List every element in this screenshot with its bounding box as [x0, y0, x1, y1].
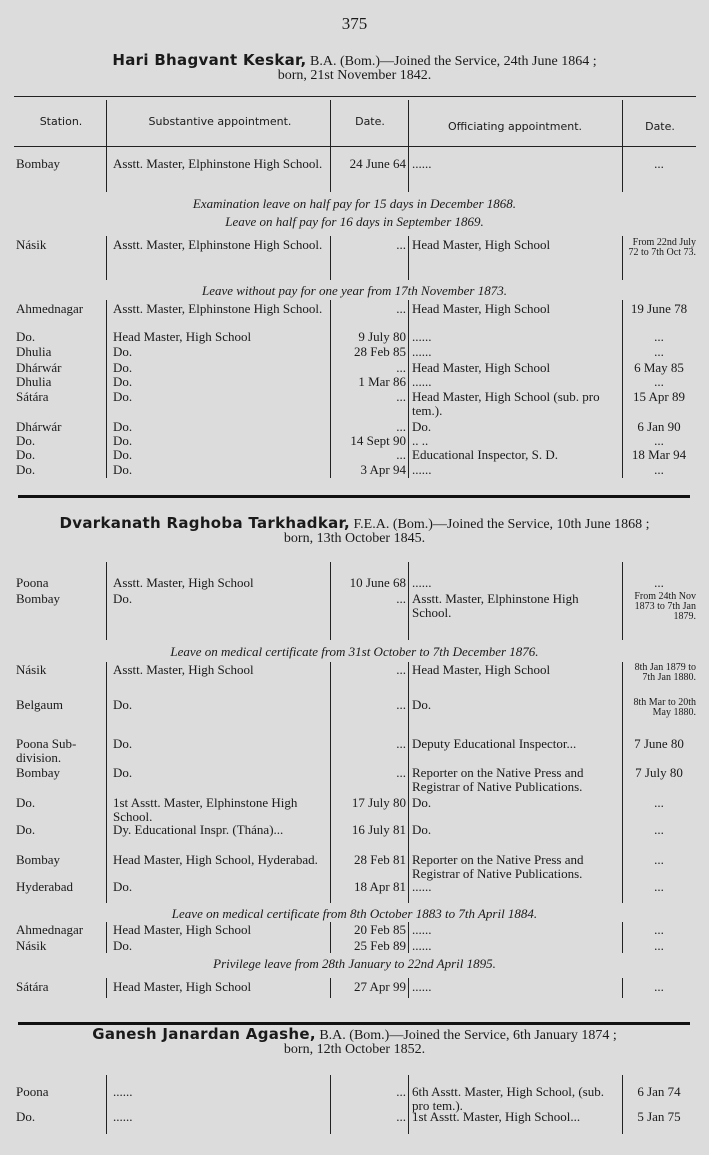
- officiating-date-cell: ...: [654, 344, 664, 359]
- table-row: [0, 375, 709, 390]
- station-cell: Sátára: [16, 979, 49, 994]
- leave-note: Leave on medical certificate from 31st October to 7th December 1876.: [170, 644, 539, 659]
- date-cell: 25 Feb 89: [354, 938, 406, 953]
- date-cell: 28 Feb 85: [354, 344, 406, 359]
- substantive-appointment-cell: Head Master, High School: [113, 329, 252, 344]
- table-top-rule: [14, 96, 696, 97]
- station-cell: Do.: [16, 447, 36, 462]
- substantive-appointment-cell: Do.: [113, 879, 133, 894]
- leave-note: Leave on medical certificate from 8th October 1883 to 7th April 1884.: [171, 906, 538, 921]
- officiating-appointment-cell: ......: [412, 344, 432, 359]
- date-cell: 9 July 80: [358, 329, 406, 344]
- officiating-appointment-cell: Reporter on the Native Press and Registrar of Native Publications.: [412, 765, 587, 794]
- table-row: [0, 698, 709, 736]
- officiating-date-cell: 7 July 80: [635, 765, 683, 780]
- officiating-appointment-cell: Educational Inspector, S. D.: [412, 447, 559, 462]
- officiating-appointment-cell: Asstt. Master, Elphinstone High School.: [412, 591, 582, 620]
- table-row: [0, 390, 709, 418]
- date-cell: ...: [396, 1084, 406, 1099]
- substantive-appointment-cell: Do.: [113, 374, 133, 389]
- officer-born: born, 12th October 1852.: [283, 1042, 426, 1057]
- officiating-appointment-cell: Deputy Educational Inspector...: [412, 736, 577, 751]
- substantive-appointment-cell: Asstt. Master, High School: [113, 575, 254, 590]
- station-cell: Do.: [16, 462, 36, 477]
- table-row: [0, 737, 709, 765]
- officiating-date-cell: From 22nd July 72 to 7th Oct 73.: [628, 237, 699, 258]
- leave-note: Leave without pay for one year from 17th November 1873.: [202, 283, 507, 298]
- table-row: [0, 1084, 709, 1113]
- officiating-date-cell: ...: [654, 374, 664, 389]
- column-header: Date.: [355, 115, 385, 128]
- table-row: [0, 853, 709, 879]
- officiating-appointment-cell: 6th Asstt. Master, High School, (sub. pro tem.).: [412, 1084, 608, 1113]
- officiating-appointment-cell: Do.: [412, 795, 432, 810]
- officer-service-details: F.E.A. (Bom.)—Joined the Service, 10th June 1868 ;: [350, 517, 650, 532]
- officiating-appointment-cell: Reporter on the Native Press and Registrar of Native Publications.: [412, 852, 587, 881]
- date-cell: ...: [396, 447, 406, 462]
- column-header: Substantive appointment.: [148, 115, 292, 128]
- officiating-appointment-cell: Do.: [412, 419, 432, 434]
- substantive-appointment-cell: Do.: [113, 360, 133, 375]
- officiating-date-cell: 15 Apr 89: [633, 389, 685, 404]
- table-row: [0, 663, 709, 697]
- date-cell: ...: [396, 736, 406, 751]
- officiating-date-cell: 7 June 80: [634, 736, 684, 751]
- officiating-date-cell: ...: [654, 822, 664, 837]
- station-cell: Poona: [16, 575, 49, 590]
- table-row: [0, 766, 709, 794]
- substantive-appointment-cell: Asstt. Master, Elphinstone High School.: [113, 156, 323, 171]
- substantive-appointment-cell: Do.: [113, 462, 133, 477]
- station-cell: Bombay: [16, 852, 61, 867]
- officer-name: Ganesh Janardan Agashe,: [92, 1025, 316, 1043]
- officiating-date-cell: ...: [654, 795, 664, 810]
- officiating-date-cell: ...: [654, 575, 664, 590]
- substantive-appointment-cell: Do.: [113, 389, 133, 404]
- officiating-date-cell: ...: [654, 433, 664, 448]
- officiating-date-cell: ...: [654, 938, 664, 953]
- officiating-appointment-cell: Head Master, High School (sub. pro tem.).: [412, 389, 603, 418]
- table-row: [0, 361, 709, 376]
- officiating-appointment-cell: ......: [412, 575, 432, 590]
- officiating-date-cell: 5 Jan 75: [637, 1109, 681, 1124]
- table-row: [0, 939, 709, 955]
- station-cell: Do.: [16, 822, 36, 837]
- date-cell: 10 June 68: [349, 575, 406, 590]
- table-row: [0, 448, 709, 463]
- date-cell: ...: [396, 237, 406, 252]
- officiating-date-cell: ...: [654, 879, 664, 894]
- station-cell: Násik: [16, 237, 47, 252]
- substantive-appointment-cell: Do.: [113, 736, 133, 751]
- substantive-appointment-cell: Do.: [113, 433, 133, 448]
- date-cell: ...: [396, 697, 406, 712]
- table-row: [0, 345, 709, 360]
- date-cell: ...: [396, 301, 406, 316]
- table-row: [0, 302, 709, 329]
- officiating-appointment-cell: ......: [412, 156, 432, 171]
- officiating-date-cell: 6 May 85: [634, 360, 684, 375]
- officiating-appointment-cell: ......: [412, 922, 432, 937]
- column-header: Officiating appointment.: [448, 120, 582, 133]
- officer-born: born, 21st November 1842.: [277, 68, 432, 83]
- date-cell: ...: [396, 419, 406, 434]
- table-row: [0, 592, 709, 632]
- substantive-appointment-cell: Do.: [113, 419, 133, 434]
- date-cell: ...: [396, 765, 406, 780]
- officiating-date-cell: 6 Jan 90: [637, 419, 681, 434]
- substantive-appointment-cell: Head Master, High School, Hyderabad.: [113, 852, 318, 867]
- header-bottom-rule: [14, 146, 696, 147]
- table-row: [0, 576, 709, 592]
- station-cell: Sátára: [16, 389, 49, 404]
- section-divider: [18, 495, 690, 498]
- station-cell: Bombay: [16, 591, 61, 606]
- station-cell: Ahmednagar: [16, 301, 84, 316]
- station-cell: Bombay: [16, 156, 61, 171]
- substantive-appointment-cell: Do.: [113, 938, 133, 953]
- substantive-appointment-cell: Do.: [113, 591, 133, 606]
- officer-born: born, 13th October 1845.: [283, 531, 426, 546]
- officiating-appointment-cell: ......: [412, 374, 432, 389]
- station-cell: Do.: [16, 433, 36, 448]
- station-cell: Poona Sub-division.: [16, 736, 77, 765]
- date-cell: 16 July 81: [351, 822, 406, 837]
- officiating-date-cell: ...: [654, 979, 664, 994]
- date-cell: 3 Apr 94: [360, 462, 406, 477]
- substantive-appointment-cell: Asstt. Master, High School: [113, 662, 254, 677]
- table-row: [0, 823, 709, 849]
- officer-name: Dvarkanath Raghoba Tarkhadkar,: [59, 514, 351, 532]
- date-cell: 18 Apr 81: [354, 879, 406, 894]
- table-row: [0, 463, 709, 478]
- officiating-date-cell: 18 Mar 94: [631, 447, 687, 462]
- substantive-appointment-cell: Do.: [113, 447, 133, 462]
- table-row: [0, 330, 709, 345]
- substantive-appointment-cell: 1st Asstt. Master, Elphinstone High School.: [113, 795, 301, 824]
- station-cell: Násik: [16, 662, 47, 677]
- station-cell: Dhárwár: [16, 360, 62, 375]
- station-cell: Dhárwár: [16, 419, 62, 434]
- substantive-appointment-cell: Do.: [113, 697, 133, 712]
- officiating-date-cell: ...: [654, 329, 664, 344]
- officiating-date-cell: ...: [654, 852, 664, 867]
- officiating-date-cell: 19 June 78: [630, 301, 688, 316]
- date-cell: ...: [396, 1109, 406, 1124]
- table-row: [0, 434, 709, 449]
- substantive-appointment-cell: Head Master, High School: [113, 922, 252, 937]
- substantive-appointment-cell: Head Master, High School: [113, 979, 252, 994]
- leave-note: Examination leave on half pay for 15 days in December 1868.: [192, 196, 517, 211]
- substantive-appointment-cell: Asstt. Master, Elphinstone High School.: [113, 301, 323, 316]
- date-cell: ...: [396, 360, 406, 375]
- date-cell: ...: [396, 389, 406, 404]
- officiating-appointment-cell: Do.: [412, 697, 432, 712]
- officiating-appointment-cell: Head Master, High School: [412, 301, 551, 316]
- officiating-date-cell: From 24th Nov 1873 to 7th Jan 1879.: [634, 591, 699, 622]
- officiating-appointment-cell: ......: [412, 462, 432, 477]
- officiating-date-cell: ...: [654, 156, 664, 171]
- substantive-appointment-cell: ......: [113, 1109, 133, 1124]
- substantive-appointment-cell: Do.: [113, 344, 133, 359]
- officiating-date-cell: ...: [654, 922, 664, 937]
- station-cell: Do.: [16, 329, 36, 344]
- officer-name: Hari Bhagvant Keskar,: [112, 51, 307, 69]
- table-row: [0, 796, 709, 822]
- table-row: [0, 980, 709, 998]
- officiating-appointment-cell: Head Master, High School: [412, 360, 551, 375]
- officiating-appointment-cell: .. ..: [412, 433, 429, 448]
- officiating-appointment-cell: Head Master, High School: [412, 237, 551, 252]
- officiating-appointment-cell: ......: [412, 879, 432, 894]
- station-cell: Do.: [16, 1109, 36, 1124]
- station-cell: Hyderabad: [16, 879, 74, 894]
- table-row: [0, 157, 709, 191]
- substantive-appointment-cell: Asstt. Master, Elphinstone High School.: [113, 237, 323, 252]
- leave-note: Leave on half pay for 16 days in September 1869.: [225, 214, 484, 229]
- station-cell: Bombay: [16, 765, 61, 780]
- officiating-appointment-cell: 1st Asstt. Master, High School...: [412, 1109, 581, 1124]
- officiating-date-cell: 8th Jan 1879 to 7th Jan 1880.: [634, 662, 699, 683]
- substantive-appointment-cell: Do.: [113, 765, 133, 780]
- table-row: [0, 1110, 709, 1134]
- table-row: [0, 238, 709, 278]
- date-cell: 20 Feb 85: [354, 922, 406, 937]
- date-cell: 27 Apr 99: [354, 979, 406, 994]
- date-cell: ...: [396, 662, 406, 677]
- date-cell: 28 Feb 81: [354, 852, 406, 867]
- station-cell: Dhulia: [16, 344, 52, 359]
- station-cell: Poona: [16, 1084, 49, 1099]
- officiating-date-cell: ...: [654, 462, 664, 477]
- officiating-appointment-cell: ......: [412, 329, 432, 344]
- officiating-date-cell: 8th Mar to 20th May 1880.: [633, 697, 699, 718]
- date-cell: 14 Sept 90: [350, 433, 406, 448]
- date-cell: 1 Mar 86: [358, 374, 406, 389]
- substantive-appointment-cell: ......: [113, 1084, 133, 1099]
- officiating-appointment-cell: Do.: [412, 822, 432, 837]
- officiating-appointment-cell: ......: [412, 979, 432, 994]
- station-cell: Ahmednagar: [16, 922, 84, 937]
- station-cell: Belgaum: [16, 697, 63, 712]
- table-row: [0, 923, 709, 939]
- station-cell: Dhulia: [16, 374, 52, 389]
- date-cell: 17 July 80: [351, 795, 406, 810]
- date-cell: 24 June 64: [349, 156, 406, 171]
- officiating-appointment-cell: Head Master, High School: [412, 662, 551, 677]
- officiating-date-cell: 6 Jan 74: [637, 1084, 681, 1099]
- column-header: Station.: [39, 115, 83, 128]
- station-cell: Násik: [16, 938, 47, 953]
- table-row: [0, 880, 709, 896]
- officiating-appointment-cell: ......: [412, 938, 432, 953]
- leave-note: Privilege leave from 28th January to 22nd April 1895.: [213, 956, 496, 971]
- substantive-appointment-cell: Dy. Educational Inspr. (Thána)...: [113, 822, 284, 837]
- officer-service-details: B.A. (Bom.)—Joined the Service, 6th January 1874 ;: [315, 1028, 617, 1043]
- column-header: Date.: [645, 120, 675, 133]
- page-number: 375: [341, 14, 368, 33]
- officer-service-details: B.A. (Bom.)—Joined the Service, 24th June 1864 ;: [306, 54, 597, 69]
- station-cell: Do.: [16, 795, 36, 810]
- date-cell: ...: [396, 591, 406, 606]
